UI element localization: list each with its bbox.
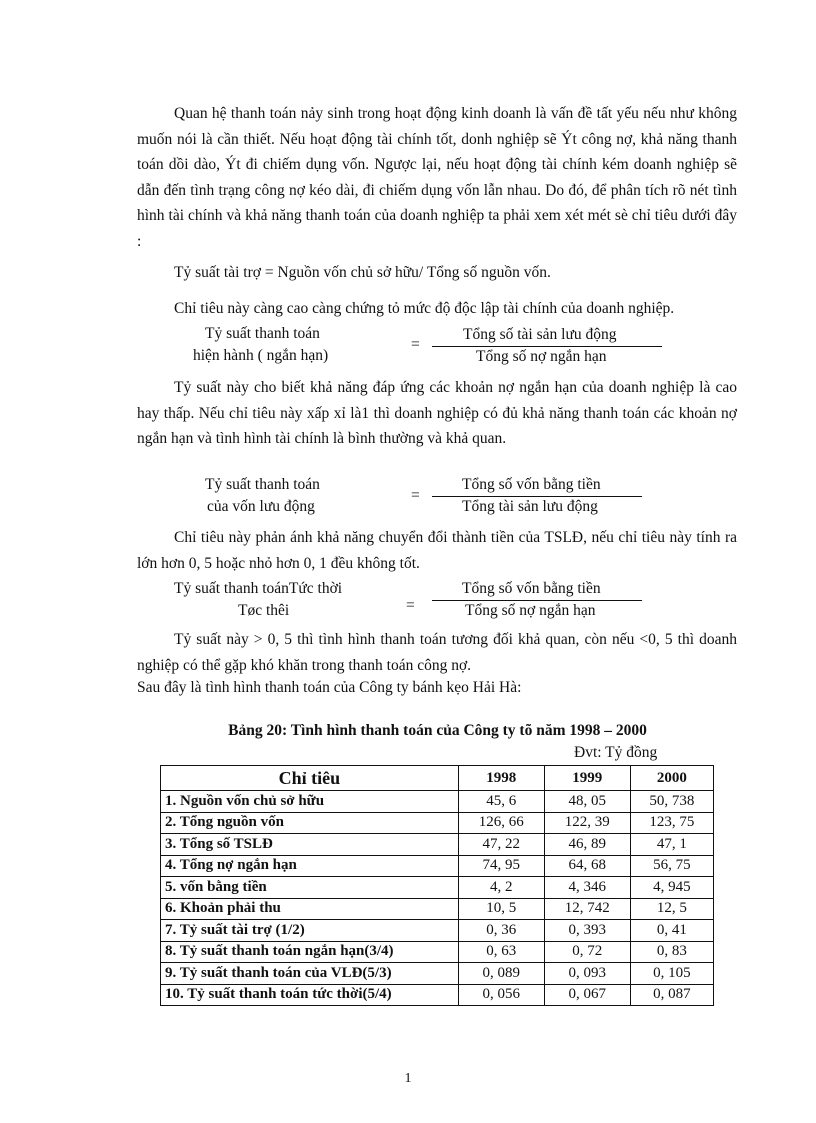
value-2000: 123, 75: [630, 812, 713, 834]
table-row: [161, 791, 714, 813]
header-2000: 2000: [630, 766, 713, 791]
ratio-working-label-1: Tỷ suất thanh toán: [205, 476, 320, 493]
para-current: Tỷ suất này cho biết khả năng đáp ứng các khoản nợ ngắn hạn của doanh nghiệp là cao hay thấp. Nếu chỉ tiêu này xấp xỉ là1 thì doanh nghiệp có đủ khả năng thanh toán các khoản nợ ngắn hạn và tình hình tài chính là bình thường và khả quan.: [137, 379, 737, 447]
page-number: 1: [404, 1071, 412, 1086]
row-label: 4. Tổng nợ ngắn hạn: [161, 855, 459, 877]
row-label: 6. Khoản phải thu: [161, 898, 459, 920]
ratio-quick-denominator: Tổng số nợ ngắn hạn: [465, 602, 596, 619]
ratio-quick-label-1: Tỷ suất thanh toánTức thời: [174, 580, 343, 597]
table-row: [161, 984, 714, 1006]
table-row: [161, 963, 714, 985]
table-header-row: [161, 766, 714, 791]
row-label: 5. vốn bằng tiền: [161, 877, 459, 899]
row-label: 9. Tỷ suất thanh toán của VLĐ(5/3): [161, 963, 459, 985]
table-row: [161, 812, 714, 834]
table-row: [161, 877, 714, 899]
ratio-current-denominator: Tổng số nợ ngắn hạn: [476, 348, 607, 365]
value-2000: 0, 105: [630, 963, 713, 985]
note-funding: Chỉ tiêu này càng cao càng chứng tỏ mức độ độc lập tài chính của doanh nghiệp.: [174, 300, 675, 317]
ratio-quick-numerator: Tổng số vốn bằng tiền: [462, 580, 601, 597]
para-intro-table: Sau đây là tình hình thanh toán của Công ty bánh kẹo Hải Hà:: [137, 679, 522, 696]
header-indicator: Chỉ tiêu: [161, 766, 459, 791]
ratio-current-label-2: hiện hành ( ngắn hạn): [193, 347, 329, 364]
value-1998: 126, 66: [458, 812, 544, 834]
row-label: 10. Tỷ suất thanh toán tức thời(5/4): [161, 984, 459, 1006]
value-1999: 48, 05: [544, 791, 630, 813]
formula-funding: Tỷ suất tài trợ = Nguồn vốn chủ sở hữu/ Tổng số nguồn vốn.: [174, 264, 551, 281]
value-2000: 56, 75: [630, 855, 713, 877]
row-label: 1. Nguồn vốn chủ sở hữu: [161, 791, 459, 813]
value-1999: 0, 393: [544, 920, 630, 942]
value-1999: 122, 39: [544, 812, 630, 834]
ratio-working-denominator: Tổng tài sản lưu động: [462, 498, 598, 515]
ratio-current-label-1: Tỷ suất thanh toán: [205, 325, 320, 342]
ratio-quick-fraction-bar: [432, 600, 642, 601]
value-1998: 0, 089: [458, 963, 544, 985]
table-title: Bảng 20: Tình hình thanh toán của Công ty tõ năm 1998 – 2000: [228, 722, 647, 739]
ratio-current-equals: =: [411, 336, 420, 353]
value-1999: 4, 346: [544, 877, 630, 899]
value-1999: 0, 093: [544, 963, 630, 985]
value-1998: 47, 22: [458, 834, 544, 856]
value-2000: 47, 1: [630, 834, 713, 856]
ratio-quick-equals: =: [406, 597, 415, 614]
value-2000: 0, 41: [630, 920, 713, 942]
value-2000: 12, 5: [630, 898, 713, 920]
ratio-current-numerator: Tổng số tài sản lưu động: [463, 326, 617, 343]
value-1999: 12, 742: [544, 898, 630, 920]
row-label: 8. Tỷ suất thanh toán ngắn hạn(3/4): [161, 941, 459, 963]
intro-paragraph: Quan hệ thanh toán nảy sinh trong hoạt động kinh doanh là vấn đề tất yếu nếu như không muốn nói là cần thiết. Nếu hoạt động tài chính tốt, donh nghiệp sẽ Ýt công nợ, khả năng thanh toán dồi dào, Ýt đi chiếm dụng vốn. Ngược lại, nếu hoạt động tài chính kém doanh nghiệp sẽ dẫn đến tình trạng công nợ kéo dài, đi chiếm dụng vốn lẫn nhau. Do đó, để phân tích rõ nét tình hình tài chính và khả năng thanh toán của doanh nghiệp ta phải xem xét mét sè chỉ tiêu dưới đây :: [137, 105, 737, 250]
value-2000: 0, 83: [630, 941, 713, 963]
value-1998: 0, 36: [458, 920, 544, 942]
payment-table: [160, 765, 714, 1006]
value-1999: 46, 89: [544, 834, 630, 856]
value-2000: 50, 738: [630, 791, 713, 813]
para-quick: Tỷ suất này > 0, 5 thì tình hình thanh toán tương đối khả quan, còn nếu <0, 5 thì doanh nghiệp có thể gặp khó khăn trong thanh toán công nợ.: [137, 631, 737, 674]
value-2000: 4, 945: [630, 877, 713, 899]
ratio-current-fraction-bar: [432, 346, 662, 347]
table-row: [161, 855, 714, 877]
table-row: [161, 941, 714, 963]
value-1998: 74, 95: [458, 855, 544, 877]
ratio-working-numerator: Tổng số vốn bằng tiền: [462, 476, 601, 493]
header-1999: 1999: [544, 766, 630, 791]
value-1999: 0, 067: [544, 984, 630, 1006]
row-label: 3. Tổng số TSLĐ: [161, 834, 459, 856]
value-1999: 64, 68: [544, 855, 630, 877]
header-1998: 1998: [458, 766, 544, 791]
ratio-working-label-2: của vốn lưu động: [207, 498, 315, 515]
table-unit: Đvt: Tỷ đồng: [574, 744, 658, 761]
value-2000: 0, 087: [630, 984, 713, 1006]
para-working: Chỉ tiêu này phản ánh khả năng chuyển đổi thành tiền của TSLĐ, nếu chỉ tiêu này tính ra lớn hơn 0, 5 hoặc nhỏ hơn 0, 1 đều không tốt.: [137, 529, 737, 572]
value-1998: 0, 056: [458, 984, 544, 1006]
row-label: 2. Tổng nguồn vốn: [161, 812, 459, 834]
table-row: [161, 920, 714, 942]
table-row: [161, 834, 714, 856]
value-1999: 0, 72: [544, 941, 630, 963]
table-row: [161, 898, 714, 920]
value-1998: 4, 2: [458, 877, 544, 899]
value-1998: 10, 5: [458, 898, 544, 920]
value-1998: 0, 63: [458, 941, 544, 963]
row-label: 7. Tỷ suất tài trợ (1/2): [161, 920, 459, 942]
ratio-working-fraction-bar: [432, 496, 642, 497]
value-1998: 45, 6: [458, 791, 544, 813]
ratio-working-equals: =: [411, 487, 420, 504]
ratio-quick-label-2: Tøc thêi: [238, 602, 290, 619]
